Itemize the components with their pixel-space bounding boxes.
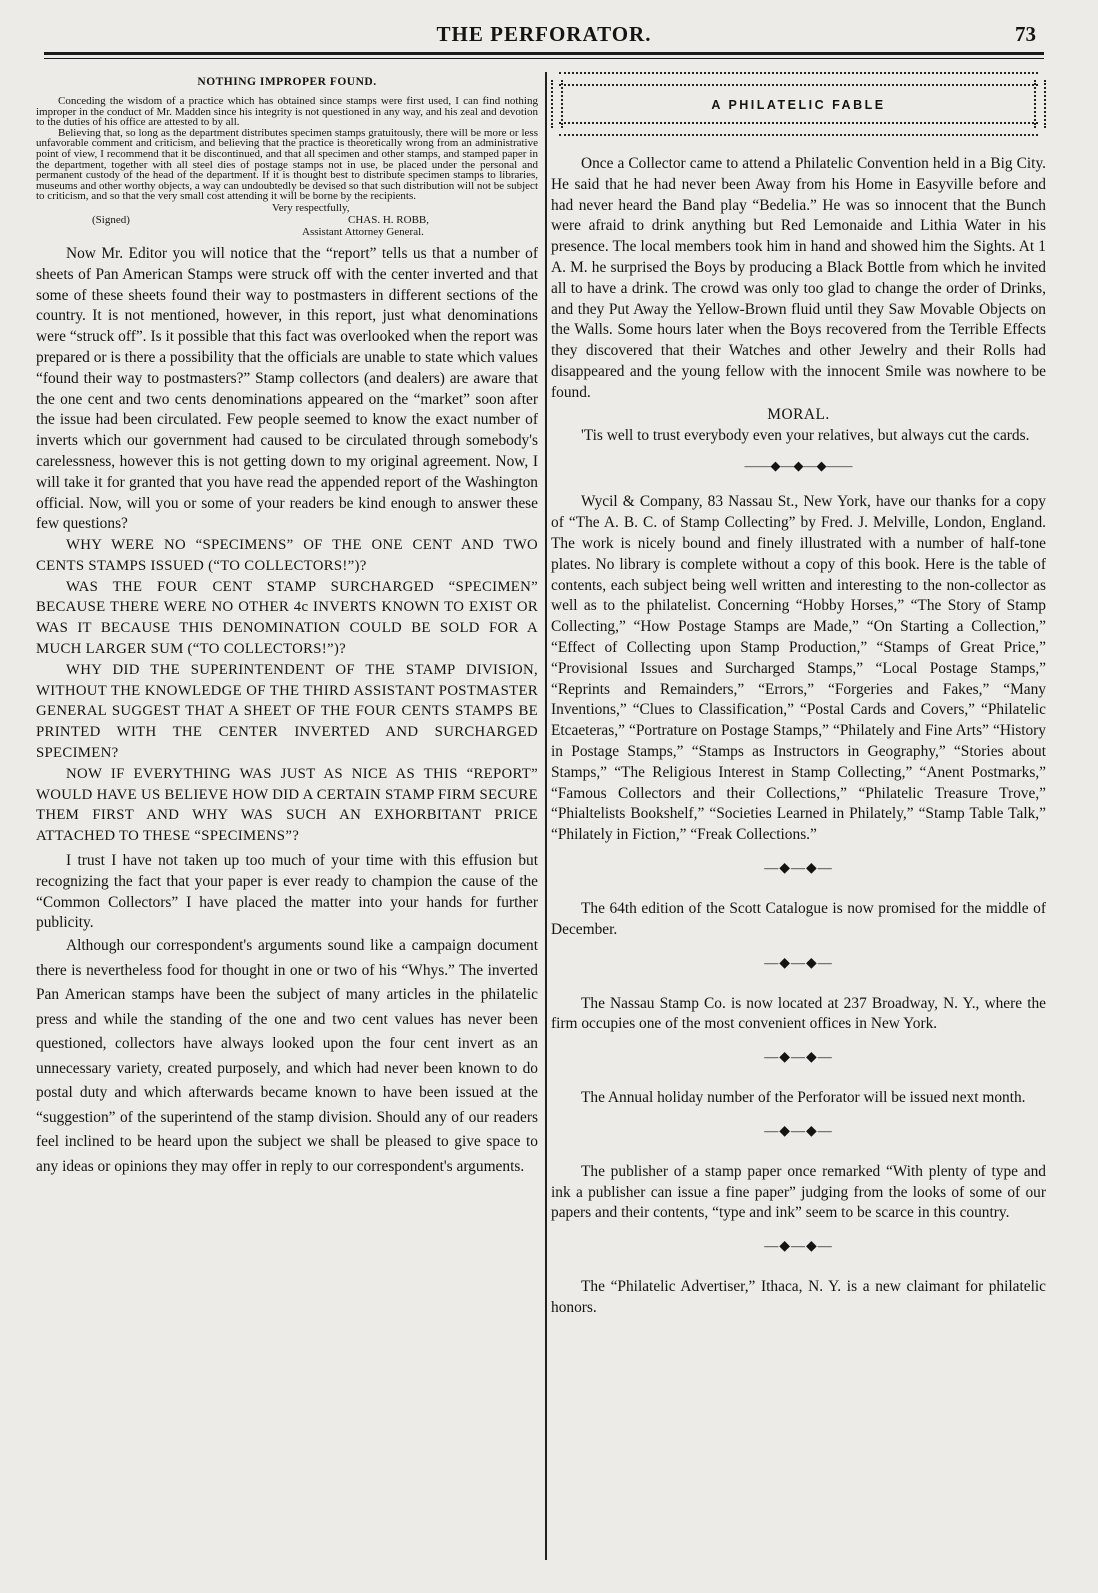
letter-paragraph: Conceding the wisdom of a practice which has obtained since stamps were first used, I can find nothing improper in the conduct of Mr. Madden since his integrity is not questioned in any way, and his zeal and devotion to the duties of his office are attested to by all. [36,95,538,129]
header-rule-thick [44,52,1044,55]
letter-paragraph: Believing that, so long as the department distributes specimen stamps gratuitously, there will be more or less unfavorable comment and criticism, and believing that the practice is theoretically wrong from an administrative point of view, I recommend that it be discontinued, and that all specimen and other stamps, and stamped paper in the department, together with all steel dies of postage stamps not in use, be placed under the personal and permanent custody of the head of the department. If it is thought best to distribute specimen stamps to libraries, museums and other worthy objects, a way can undoubtedly be devised so that such distribution will not be subject to criticism, and so that the very small cost attending it will be borne by the recipients. [36,126,538,203]
publication-title: THE PERFORATOR. [436,22,652,46]
signed-label: (Signed) [92,213,130,226]
article-paragraph: Now Mr. Editor you will notice that the “report” tells us that a number of sheets of Pan American Stamps were struck off with the center inverted and that some of these sheets found their way to postmasters in different sections of the country. It is not mentioned, however, in this report, just what denominations were “struck off”. Is it possible that this fact was overlooked when the report was prepared or is there a possibility that the officials are unable to state which values “found their way to postmasters?” Stamp collectors (and dealers) are aware that the one cent and two cents denominations appeared on the “market” soon after the issue had been circulated. Few people seemed to know the exact number of inverts which our government had caused to be circulated through somebody's carelessness, however this is not getting down to my original agreement. Now, I will take it for granted that you have read the appended report of the Washington official. Now, will you or some of your readers be kind enough to answer these few questions? [36,244,538,533]
letter-closing: Very respectfully, [272,201,350,214]
right-column [551,72,1046,1319]
ornament-divider: ——◆—◆—◆—— [744,458,853,474]
letter-heading: NOTHING IMPROPER FOUND. [197,76,377,88]
ornament-divider: —◆—◆— [764,1123,833,1139]
notice-paragraph: The Annual holiday number of the Perforator will be issued next month. [581,1089,1026,1107]
article-paragraph: I trust I have not taken up too much of your time with this effusion but recognizing the fact that your paper is ever ready to champion the cause of the “Common Collectors” I have placed the matter into your hands for further publicity. [36,852,538,932]
left-column [36,72,538,1179]
notice-paragraph: Wycil & Company, 83 Nassau St., New York, have our thanks for a copy of “The A. B. C. of Stamp Collecting” by Fred. J. Melville, London, England. The work is nicely bound and finely illustrated with a number of half-tone plates. No library is complete without a copy of this book. Here is the table of contents, each subject being well written and interesting to the non-collector as well as to the philatelist. Concerning “Hobby Horses,” “The Story of Stamp Collecting,” “How Postage Stamps are Made,” “On Starting a Collection,” “Effect of Collecting upon Stamp Production,” “Stamps of Great Price,” “Provisional Issues and Surcharged Stamps,” “Local Postage Stamps,” “Reprints and Remainders,” “Errors,” “Forgeries and Fakes,” “Many Inventions,” “Clues to Classification,” “Postal Cards and Covers,” “Philatelic Etcaeteras,” “Portrature on Postage Stamps,” “Philately and Fine Arts” “History in Postage Stamps,” “Stamps as Instructors in Geography,” “Stories about Stamps,” “The Religious Interest in Stamp Collecting,” “Anent Postmarks,” “Famous Collectors and their Collections,” “Philatelic Treasure Trove,” “Phialtelists Bookshelf,” “Societies Learned in Philately,” “Stamp Table Talk,” “Philately in Fiction,” “Freak Collections.” [551,493,1046,844]
ornament-border-top [559,72,1038,86]
column-divider [545,72,547,1560]
moral-paragraph: 'Tis well to trust everybody even your relatives, but always cut the cards. [581,426,1030,444]
question-paragraph: NOW IF EVERYTHING WAS JUST AS NICE AS THIS “REPORT” WOULD HAVE US BELIEVE HOW DID A CERTAIN STAMP FIRM SECURE THEM FIRST AND WHY WAS SUCH AN EXHORBITANT PRICE ATTACHED TO THESE “SPECIMENS”? [36,765,538,845]
ornament-divider: —◆—◆— [764,1050,833,1066]
ornament-divider: —◆—◆— [764,860,833,876]
notice-paragraph: The “Philatelic Advertiser,” Ithaca, N. Y. is a new claimant for philatelic honors. [551,1278,1046,1317]
notice-paragraph: The publisher of a stamp paper once remarked “With plenty of type and ink a publisher can issue a fine paper” judging from the looks of some of our papers and their contents, “type and ink” seem to be scarce in this country. [551,1162,1046,1222]
page-header [44,22,1044,52]
signer-title: Assistant Attorney General. [302,225,424,238]
fable-title-box [551,72,1046,136]
ornament-divider: —◆—◆— [764,955,833,971]
notice-paragraph: The Nassau Stamp Co. is now located at 237 Broadway, N. Y., where the firm occupies one of the most convenient offices in New York. [551,994,1046,1033]
fable-title: A PHILATELIC FABLE [711,98,886,112]
ornament-divider: —◆—◆— [764,1239,833,1255]
editor-response-paragraph: Although our correspondent's arguments sound like a campaign document there is nevertheless food for thought in one or two of his “Whys.” The inverted Pan American stamps have been the subject of many articles in the philatelic press and while the standing of the one and two cent values has never been questioned, collectors have always looked upon the four cent invert as an unnecessary variety, created purposely, and which had never been known to do postal duty and which afterwards became known to have been issued at the “suggestion” of the superintend of the stamp division. Should any of our readers feel inclined to be heard upon the subject we shall be pleased to give space to any ideas or opinions they may offer in reply to our correspondent's arguments. [36,937,538,1175]
moral-heading: MORAL. [767,405,830,423]
signature-row [36,214,538,226]
page-number: 73 [1015,22,1036,46]
header-rule-thin [44,58,1044,59]
question-paragraph: WHY DID THE SUPERINTENDENT OF THE STAMP DIVISION, WITHOUT THE KNOWLEDGE OF THE THIRD ASSISTANT POSTMASTER GENERAL SUGGEST THAT A SHEET OF THE FOUR CENTS STAMPS BE PRINTED WITH THE CENTER INVERTED AND SURCHARGED SPECIMEN? [36,661,538,762]
question-paragraph: WAS THE FOUR CENT STAMP SURCHARGED “SPECIMEN” BECAUSE THERE WERE NO OTHER 4c INVERTS KNOWN TO EXIST OR WAS IT BECAUSE THIS DENOMINATION COULD BE SOLD FOR A MUCH LARGER SUM (“TO COLLECTORS!”)? [36,578,538,658]
question-paragraph: WHY WERE NO “SPECIMENS” OF THE ONE CENT AND TWO CENTS STAMPS ISSUED (“TO COLLECTORS!”)? [36,537,538,574]
signer-name: CHAS. H. ROBB, [348,213,429,226]
ornament-border-bottom [559,122,1038,136]
notice-paragraph: The 64th edition of the Scott Catalogue is now promised for the middle of December. [551,899,1046,938]
fable-paragraph: Once a Collector came to attend a Philatelic Convention held in a Big City. He said that he had never been Away from his Home in Easyville before and had never heard the Band play “Bedelia.” He was so innocent that the Bunch were afraid to drink anything but Red Lemonaide and Lithia Water in his presence. The local members took him in hand and showed him the Sights. At 1 A. M. he surprised the Boys by producing a Black Bottle from which he invited all to have a drink. The crowd was only too glad to change the order of Drinks, and they Put Away the Yellow-Brown fluid until they Saw Movable Objects on the Walls. Some hours later when the Boys recovered from the Terrible Effects they discovered that their Watches and other Jewelry and their Rolls had disappeared and the young fellow with the innocent Smile was nowhere to be found. [551,155,1046,401]
